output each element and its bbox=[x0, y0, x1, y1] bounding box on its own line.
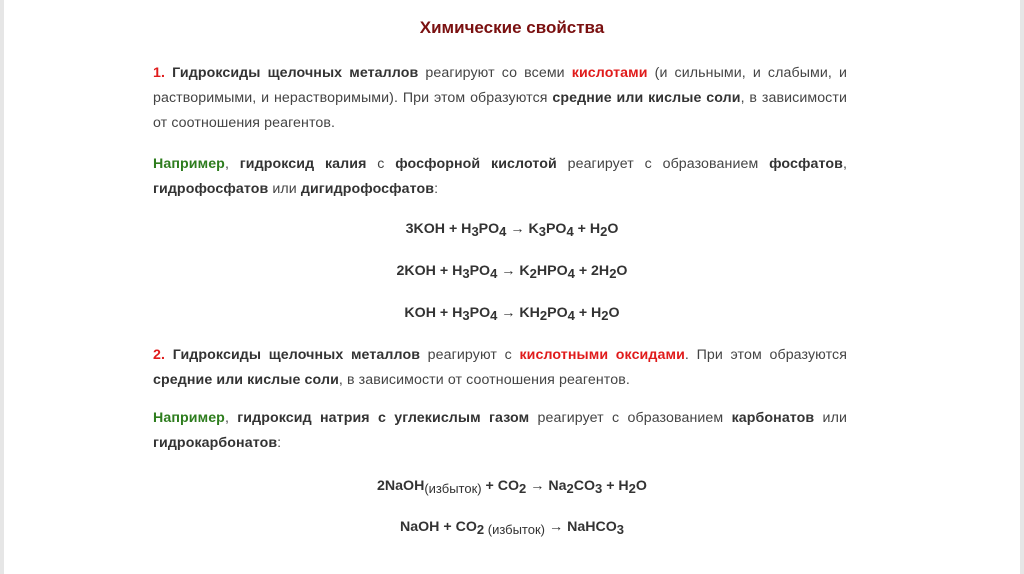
text: : bbox=[434, 181, 439, 197]
eq-part: 3KOH + H bbox=[405, 221, 472, 237]
text: , bbox=[224, 156, 240, 172]
eq-part: → NaHCO bbox=[545, 519, 617, 535]
eq-subscript: 4 bbox=[499, 224, 507, 239]
eq-subscript: 2 bbox=[600, 224, 608, 239]
example-label: Например bbox=[153, 156, 225, 172]
eq-part: PO bbox=[469, 305, 491, 321]
text: (и сильными, и слабыми, и растворимыми, и нерастворимыми). При этом образуются bbox=[153, 65, 848, 106]
eq-part: PO bbox=[478, 221, 500, 237]
text: с bbox=[366, 156, 396, 172]
eq-part: → K bbox=[497, 263, 530, 279]
eq-subscript: 3 bbox=[616, 522, 624, 537]
eq-part: + 2H bbox=[574, 263, 610, 279]
text: реагируют со всеми bbox=[418, 65, 572, 81]
eq-subscript: 4 bbox=[490, 266, 498, 281]
eq-subscript: 4 bbox=[566, 224, 574, 239]
paragraph-example-2 bbox=[153, 406, 847, 456]
term-phosphoric-acid: фосфорной кислотой bbox=[395, 156, 557, 172]
equation-5 bbox=[0, 519, 1024, 535]
eq-subscript: 2 bbox=[628, 481, 636, 496]
eq-subscript: 2 bbox=[539, 308, 548, 323]
eq-subscript: 2 bbox=[519, 481, 527, 496]
equation-3 bbox=[0, 305, 1024, 321]
eq-subscript: 3 bbox=[462, 266, 470, 281]
paragraph-example-1 bbox=[153, 152, 847, 202]
eq-subscript: 3 bbox=[462, 308, 470, 323]
text: или bbox=[814, 410, 847, 426]
term-salts: средние или кислые соли bbox=[552, 90, 741, 106]
eq-part: O bbox=[616, 263, 628, 279]
eq-part: 2KOH + H bbox=[396, 263, 463, 279]
eq-subscript-excess: (избыток) bbox=[484, 522, 545, 537]
eq-subscript: 3 bbox=[538, 224, 546, 239]
eq-subscript: 2 bbox=[609, 266, 617, 281]
eq-part: PO bbox=[547, 305, 568, 321]
eq-subscript: 2 bbox=[601, 308, 609, 323]
eq-part: O bbox=[635, 478, 647, 494]
eq-part: + H bbox=[602, 478, 629, 494]
eq-part: PO bbox=[545, 221, 567, 237]
eq-subscript: 4 bbox=[567, 308, 575, 323]
term-hydrophosphates: гидрофосфатов bbox=[153, 181, 269, 197]
eq-subscript: 3 bbox=[595, 481, 603, 496]
item-number: 1. bbox=[153, 65, 166, 81]
term-hydrocarbonates: гидрокарбонатов bbox=[153, 435, 278, 451]
equation-4 bbox=[0, 478, 1024, 494]
eq-part: PO bbox=[469, 263, 491, 279]
eq-part: KOH + H bbox=[404, 305, 463, 321]
term-phosphates: фосфатов bbox=[769, 156, 843, 172]
item-number: 2. bbox=[153, 347, 166, 363]
text: , bbox=[224, 410, 238, 426]
eq-part: O bbox=[607, 221, 619, 237]
eq-part: 2NaOH bbox=[377, 478, 425, 494]
eq-subscript: 2 bbox=[476, 522, 485, 537]
term-potassium-hydroxide: гидроксид калия bbox=[239, 156, 367, 172]
example-label: Например bbox=[153, 410, 225, 426]
eq-subscript: 4 bbox=[567, 266, 575, 281]
eq-part: HPO bbox=[536, 263, 568, 279]
eq-part: + H bbox=[573, 221, 601, 237]
paragraph-1 bbox=[153, 61, 847, 136]
term-alkali-hydroxides: Гидроксиды щелочных металлов bbox=[172, 65, 419, 81]
eq-part: NaOH + CO bbox=[400, 519, 477, 535]
eq-part: → K bbox=[506, 221, 539, 237]
text: , bbox=[842, 156, 848, 172]
text: или bbox=[268, 181, 301, 197]
text: реагирует с образованием bbox=[529, 410, 732, 426]
eq-part: → KH bbox=[497, 305, 540, 321]
eq-part: → Na bbox=[526, 478, 567, 494]
eq-subscript: 2 bbox=[566, 481, 574, 496]
text: реагируют с bbox=[420, 347, 520, 363]
term-acidic-oxides: кислотными оксидами bbox=[519, 347, 685, 363]
term-alkali-hydroxides: Гидроксиды щелочных металлов bbox=[172, 347, 421, 363]
eq-part: + H bbox=[574, 305, 602, 321]
text: , в зависимости от соотношения реагентов. bbox=[153, 90, 848, 131]
text: , в зависимости от соотношения реагентов. bbox=[338, 372, 630, 388]
text: : bbox=[277, 435, 282, 451]
term-dihydrophosphates: дигидрофосфатов bbox=[300, 181, 435, 197]
text: . При этом образуются bbox=[684, 347, 847, 363]
eq-part: O bbox=[608, 305, 620, 321]
paragraph-2 bbox=[153, 343, 847, 393]
page-title: Химические свойства bbox=[419, 18, 605, 37]
term-sodium-hydroxide-co2: гидроксид натрия с углекислым газом bbox=[237, 410, 530, 426]
equation-1 bbox=[0, 221, 1024, 237]
eq-subscript: 3 bbox=[471, 224, 479, 239]
text: реагирует с образованием bbox=[556, 156, 770, 172]
equation-2 bbox=[0, 263, 1024, 279]
eq-subscript: 2 bbox=[529, 266, 537, 281]
eq-subscript-excess: (избыток) bbox=[424, 481, 482, 496]
eq-part: CO bbox=[573, 478, 596, 494]
term-salts: средние или кислые соли bbox=[153, 372, 339, 388]
term-carbonates: карбонатов bbox=[731, 410, 815, 426]
term-acids: кислотами bbox=[571, 65, 648, 81]
eq-subscript: 4 bbox=[490, 308, 498, 323]
eq-part: + CO bbox=[481, 478, 520, 494]
